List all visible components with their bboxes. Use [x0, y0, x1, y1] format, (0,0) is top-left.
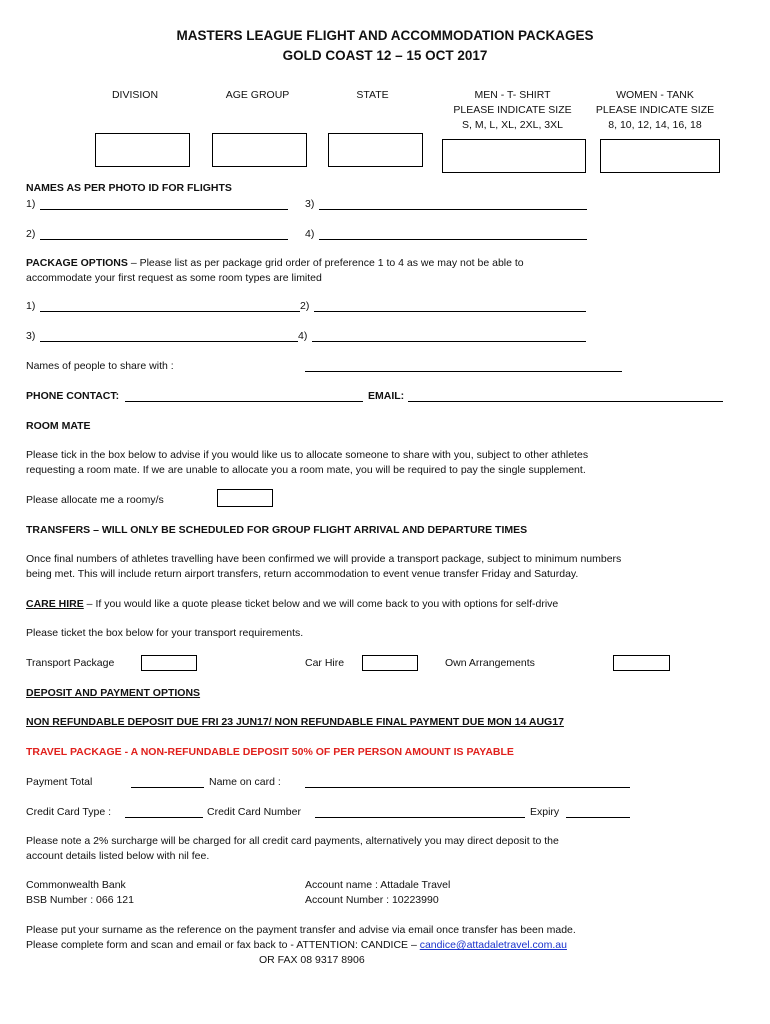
package-1-field[interactable] — [40, 311, 300, 312]
transfers-text-2: being met. This will include return airport transfers, return accommodation to event venue transfer Friday and Saturday. — [26, 568, 579, 580]
car-hire-checkbox[interactable] — [362, 655, 418, 671]
card-type-field[interactable] — [125, 817, 203, 818]
age-group-input[interactable] — [212, 133, 307, 167]
package-1-label: 1) — [26, 300, 36, 312]
expiry-field[interactable] — [566, 817, 630, 818]
page-title: MASTERS LEAGUE FLIGHT AND ACCOMMODATION PACKAGES — [176, 28, 594, 43]
non-refundable-deposit-text: NON REFUNDABLE DEPOSIT DUE FRI 23 JUN17/ NON REFUNDABLE FINAL PAYMENT DUE MON 14 AUG17 — [26, 716, 564, 728]
package-4-field[interactable] — [312, 341, 586, 342]
package-3-field[interactable] — [40, 341, 298, 342]
phone-contact-field[interactable] — [125, 401, 363, 402]
allocate-roomy-label: Please allocate me a roomy/s — [26, 494, 164, 506]
expiry-label: Expiry — [530, 806, 560, 818]
phone-contact-label: PHONE CONTACT: — [26, 390, 120, 402]
room-mate-heading: ROOM MATE — [26, 420, 91, 432]
transport-package-label: Transport Package — [26, 657, 115, 669]
surcharge-text-2: account details listed below with nil fee. — [26, 850, 210, 862]
bsb-number: BSB Number : 066 121 — [26, 894, 134, 906]
car-hire-text: CARE HIRE – If you would like a quote please ticket below and we will come back to you with options for self-drive — [26, 598, 559, 610]
surcharge-text-1: Please note a 2% surcharge will be charged for all credit card payments, alternatively you may direct deposit to the — [26, 835, 559, 847]
account-name: Account name : Attadale Travel — [305, 879, 451, 891]
bank-name: Commonwealth Bank — [26, 879, 126, 891]
card-number-label: Credit Card Number — [207, 806, 301, 818]
transfers-text-1: Once final numbers of athletes travelling have been confirmed we will provide a transport package, subject to minimum numbers — [26, 553, 622, 565]
transport-package-checkbox[interactable] — [141, 655, 197, 671]
name-4-label: 4) — [305, 228, 315, 240]
name-1-label: 1) — [26, 198, 36, 210]
email-field[interactable] — [408, 401, 723, 402]
fax-number: OR FAX 08 9317 8906 — [259, 954, 365, 966]
room-mate-text-1: Please tick in the box below to advise if you would like us to allocate someone to share with you, subject to other athletes — [26, 449, 589, 461]
state-input[interactable] — [328, 133, 423, 167]
card-type-label: Credit Card Type : — [26, 806, 112, 818]
package-4-label: 4) — [298, 330, 308, 342]
room-mate-text-2: requesting a room mate. If we are unable to allocate you a room mate, you will be required to pay the single supplement. — [26, 464, 586, 476]
car-hire-label: Car Hire — [305, 657, 345, 669]
name-2-label: 2) — [26, 228, 36, 240]
package-2-field[interactable] — [314, 311, 586, 312]
men-tshirt-header: MEN - T- SHIRT PLEASE INDICATE SIZE S, M, L, XL, 2XL, 3XL — [453, 89, 572, 131]
division-input[interactable] — [95, 133, 190, 167]
name-on-card-field[interactable] — [305, 787, 630, 788]
deposit-heading: DEPOSIT AND PAYMENT OPTIONS — [26, 687, 201, 699]
division-header: DIVISION — [111, 89, 159, 101]
men-size-input[interactable] — [442, 139, 586, 173]
share-with-field[interactable] — [305, 371, 622, 372]
own-arrangements-label: Own Arrangements — [445, 657, 535, 669]
names-label: NAMES AS PER PHOTO ID FOR FLIGHTS — [26, 182, 232, 194]
name-3-field[interactable] — [319, 209, 587, 210]
payment-total-field[interactable] — [131, 787, 204, 788]
travel-package-deposit-text: TRAVEL PACKAGE - A NON-REFUNDABLE DEPOSIT 50% OF PER PERSON AMOUNT IS PAYABLE — [26, 746, 514, 758]
women-tank-header: WOMEN - TANK PLEASE INDICATE SIZE 8, 10, 12, 14, 16, 18 — [595, 89, 715, 131]
email-label: EMAIL: — [368, 390, 405, 402]
package-3-label: 3) — [26, 330, 36, 342]
transport-ticket-text: Please ticket the box below for your transport requirements. — [26, 627, 304, 639]
state-header: STATE — [356, 89, 389, 101]
package-2-label: 2) — [300, 300, 310, 312]
payment-total-label: Payment Total — [26, 776, 93, 788]
share-with-label: Names of people to share with : — [26, 360, 174, 372]
card-number-field[interactable] — [315, 817, 525, 818]
footer-text-1: Please put your surname as the reference on the payment transfer and advise via email once transfer has been made. — [26, 924, 576, 936]
package-options-text-2: accommodate your first request as some room types are limited — [26, 272, 322, 284]
name-3-label: 3) — [305, 198, 315, 210]
name-4-field[interactable] — [319, 239, 587, 240]
name-2-field[interactable] — [40, 239, 288, 240]
package-options-text: PACKAGE OPTIONS – Please list as per package grid order of preference 1 to 4 as we may not be able to — [26, 257, 524, 269]
account-number: Account Number : 10223990 — [305, 894, 439, 906]
name-1-field[interactable] — [40, 209, 288, 210]
page-subtitle: GOLD COAST 12 – 15 OCT 2017 — [282, 48, 488, 63]
name-on-card-label: Name on card : — [209, 776, 281, 788]
candice-email-link[interactable]: candice@attadaletravel.com.au — [419, 939, 567, 951]
footer-text-2: Please complete form and scan and email or fax back to - ATTENTION: CANDICE – candice@attadaletravel.com.au — [26, 939, 567, 951]
allocate-roomy-checkbox[interactable] — [217, 489, 273, 507]
age-group-header: AGE GROUP — [225, 89, 290, 101]
own-arrangements-checkbox[interactable] — [613, 655, 670, 671]
women-size-input[interactable] — [600, 139, 720, 173]
transfers-heading: TRANSFERS – WILL ONLY BE SCHEDULED FOR GROUP FLIGHT ARRIVAL AND DEPARTURE TIMES — [26, 524, 528, 536]
